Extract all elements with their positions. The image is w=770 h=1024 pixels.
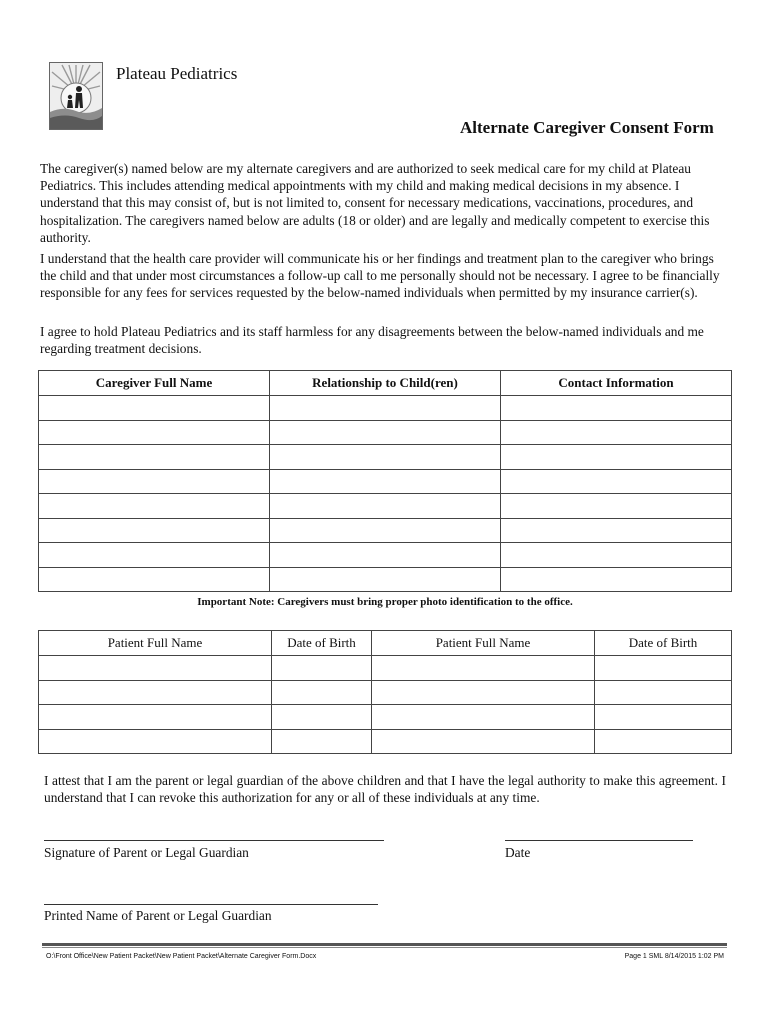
caregiver-row-cell[interactable] (501, 543, 732, 568)
patient-name-header: Patient Full Name (372, 631, 595, 656)
footer-divider (42, 943, 727, 946)
patient-row-cell[interactable] (595, 705, 732, 730)
footer-page-info: Page 1 SML 8/14/2015 1:02 PM (624, 953, 724, 960)
caregiver-table-header (39, 371, 732, 396)
caregiver-row-cell[interactable] (501, 420, 732, 445)
caregiver-row (39, 420, 732, 445)
patient-row (39, 729, 732, 754)
caregiver-row-cell[interactable] (270, 567, 501, 592)
caregiver-row-cell[interactable] (270, 494, 501, 519)
patient-row-cell[interactable] (372, 656, 595, 681)
form-title: Alternate Caregiver Consent Form (460, 118, 714, 137)
caregiver-row-cell[interactable] (501, 494, 732, 519)
signature-label: Signature of Parent or Legal Guardian (44, 845, 249, 860)
caregiver-row-cell[interactable] (39, 469, 270, 494)
patient-row-cell[interactable] (372, 729, 595, 754)
patient-row (39, 705, 732, 730)
caregiver-row-cell[interactable] (270, 518, 501, 543)
patient-row-cell[interactable] (39, 705, 272, 730)
caregiver-row-cell[interactable] (39, 445, 270, 470)
patient-row-cell[interactable] (272, 729, 372, 754)
caregiver-row-cell[interactable] (39, 567, 270, 592)
hold-harmless-paragraph: I agree to hold Plateau Pediatrics and its staff harmless for any disagreements between the below-named individuals and me regarding treatment decisions. (40, 324, 704, 357)
patient-name-header: Patient Full Name (39, 631, 272, 656)
date-label: Date (505, 845, 531, 860)
patient-row (39, 680, 732, 705)
organization-name: Plateau Pediatrics (116, 64, 238, 83)
patient-row-cell[interactable] (272, 656, 372, 681)
attestation-statement: I attest that I am the parent or legal guardian of the above children and that I have the legal authority to make this agreement. I understand that I can revoke this authorization for any or all of these individuals at any time. (44, 773, 726, 806)
patient-row-cell[interactable] (39, 656, 272, 681)
caregiver-row-cell[interactable] (39, 396, 270, 421)
authorization-paragraph: The caregiver(s) named below are my alternate caregivers and are authorized to seek medical care for my child at Plateau Pediatrics. This includes attending medical appointments with my child and making medical decisions in my absence. I understand that this may consist of, but is not limited to, consent for necessary medications, vaccinations, procedures, and hospitalization. The caregivers named below are adults (18 or older) and are legally and medically competent to exercise this authority. (40, 161, 710, 245)
caregiver-row-cell[interactable] (501, 445, 732, 470)
caregiver-row (39, 567, 732, 592)
caregiver-row-cell[interactable] (501, 396, 732, 421)
caregiver-row (39, 396, 732, 421)
caregiver-row (39, 469, 732, 494)
caregiver-row-cell[interactable] (501, 567, 732, 592)
caregiver-row-cell[interactable] (270, 469, 501, 494)
date-line[interactable] (505, 840, 693, 841)
caregiver-row (39, 445, 732, 470)
patient-row-cell[interactable] (372, 680, 595, 705)
printed-name-line[interactable] (44, 904, 378, 905)
date-of-birth-header: Date of Birth (595, 631, 732, 656)
contact-info-header: Contact Information (501, 371, 732, 396)
caregiver-table (38, 370, 732, 592)
caregiver-row-cell[interactable] (39, 494, 270, 519)
patient-row-cell[interactable] (39, 729, 272, 754)
patient-row-cell[interactable] (272, 680, 372, 705)
patient-row-cell[interactable] (595, 680, 732, 705)
patient-table-header (39, 631, 732, 656)
communication-paragraph: I understand that the health care provider will communicate his or her findings and treatment plan to the caregiver who brings the child and that under most circumstances a follow-up call to me personally should not be necessary. I agree to be financially responsible for any fees for services requested by the below-named individuals when permitted by my insurance carrier(s). (40, 251, 720, 301)
patient-row (39, 656, 732, 681)
date-of-birth-header: Date of Birth (272, 631, 372, 656)
caregiver-row (39, 494, 732, 519)
caregiver-name-header: Caregiver Full Name (39, 371, 270, 396)
photo-id-note: Important Note: Caregivers must bring proper photo identification to the office. (197, 596, 573, 608)
caregiver-row (39, 543, 732, 568)
caregiver-row-cell[interactable] (39, 543, 270, 568)
patient-row-cell[interactable] (595, 729, 732, 754)
patient-row-cell[interactable] (272, 705, 372, 730)
caregiver-row-cell[interactable] (501, 518, 732, 543)
caregiver-row-cell[interactable] (501, 469, 732, 494)
caregiver-row-cell[interactable] (39, 518, 270, 543)
caregiver-row-cell[interactable] (39, 420, 270, 445)
relationship-header: Relationship to Child(ren) (270, 371, 501, 396)
caregiver-row-cell[interactable] (270, 445, 501, 470)
patient-table (38, 630, 732, 754)
footer-file-path: O:\Front Office\New Patient Packet\New Patient Packet\Alternate Caregiver Form.Docx (46, 953, 317, 960)
caregiver-row-cell[interactable] (270, 543, 501, 568)
printed-name-label: Printed Name of Parent or Legal Guardian (44, 908, 272, 923)
patient-row-cell[interactable] (595, 656, 732, 681)
signature-line[interactable] (44, 840, 384, 841)
caregiver-row-cell[interactable] (270, 420, 501, 445)
caregiver-row (39, 518, 732, 543)
patient-row-cell[interactable] (372, 705, 595, 730)
plateau-pediatrics-logo (49, 62, 103, 130)
patient-row-cell[interactable] (39, 680, 272, 705)
footer-divider-thin (42, 947, 727, 948)
caregiver-row-cell[interactable] (270, 396, 501, 421)
